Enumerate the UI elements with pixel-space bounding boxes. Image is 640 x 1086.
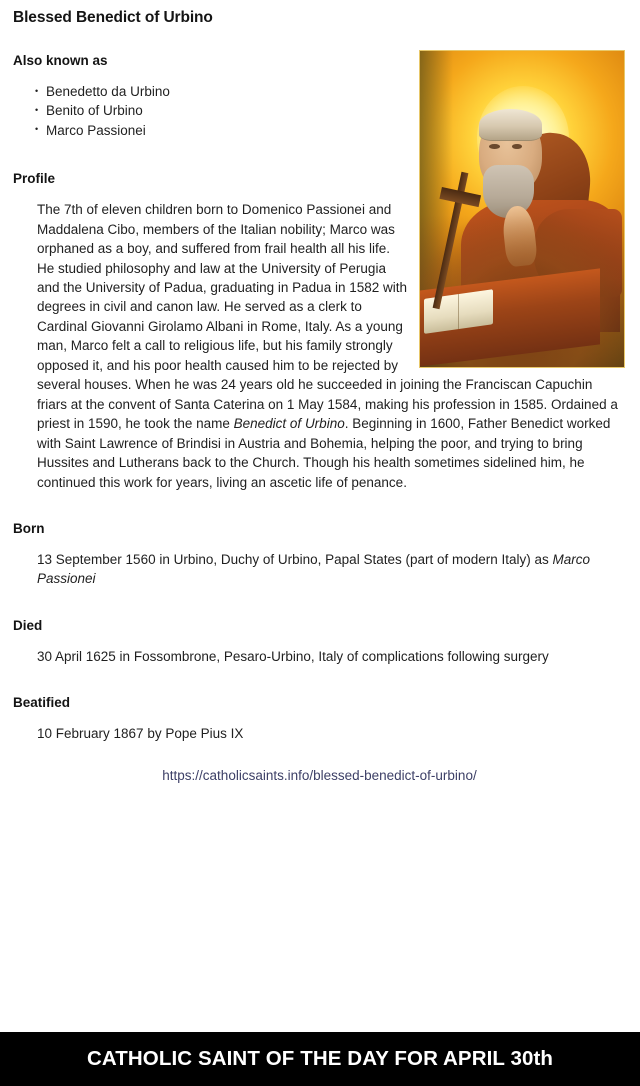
born-section <box>13 492 626 589</box>
source-url-link[interactable]: https://catholicsaints.info/blessed-benedict-of-urbino/ <box>162 767 477 783</box>
list-item: • Marco Passionei <box>35 121 626 140</box>
born-text-part1: 13 September 1560 in Urbino, Duchy of Urbino, Papal States (part of modern Italy) as <box>37 552 553 568</box>
list-item: • Benito of Urbino <box>35 101 626 120</box>
beatified-section <box>13 666 626 743</box>
profile-heading: Profile <box>13 171 56 187</box>
born-text <box>13 550 626 589</box>
died-heading: Died <box>13 617 43 633</box>
list-item: • Benedetto da Urbino <box>35 82 626 101</box>
beatified-text: 10 February 1867 by Pope Pius IX <box>37 726 244 742</box>
profile-text-part2: . Beginning in 1600, Father Benedict worked with Saint Lawrence of Brindisi in Austria and Bohemia, helping the poor, and trying to bring Hussites and Lutherans back to the Church. Though his health sometimes sidelined him, he continued this work for years, living an ascetic life of penance. <box>37 416 611 490</box>
born-heading: Born <box>13 521 45 537</box>
banner-title: CATHOLIC SAINT OF THE DAY FOR APRIL 30th <box>86 1047 554 1070</box>
born-birth-name: Marco Passionei <box>37 552 591 587</box>
page-title: Blessed Benedict of Urbino <box>13 9 213 26</box>
profile-text-part1: The 7th of eleven children born to Domenico Passionei and Maddalena Cibo, members of the Italian nobility; Marco was orphaned as a boy, and suffered from frail health all his life. He studied philosophy and law at the University of Perugia and the University of Padua, graduating in Padua in 1582 with degrees in civil and canon law. He served as a clerk to Cardinal Giovanni Girolamo Albani in Rome, Italy. As a young man, Marco felt a call to religious life, but his family strongly opposed it, and his poor health caused him to be rejected by several houses. When he was 24 years old he succeeded in joining the Franciscan Capuchin friars at the convent of Santa Caterina on 1 May 1584, making his profession in 1585. Ordained a priest in 1590, he took the name <box>37 202 618 432</box>
also-known-as-list <box>13 82 626 140</box>
beatified-heading: Beatified <box>13 695 71 711</box>
also-known-as-section <box>13 28 626 140</box>
bottom-banner <box>0 1032 640 1086</box>
profile-religious-name: Benedict of Urbino <box>233 416 345 432</box>
died-section <box>13 589 626 666</box>
also-known-as-heading: Also known as <box>13 53 108 68</box>
died-text: 30 April 1625 in Fossombrone, Pesaro-Urbino, Italy of complications following surgery <box>37 648 549 664</box>
